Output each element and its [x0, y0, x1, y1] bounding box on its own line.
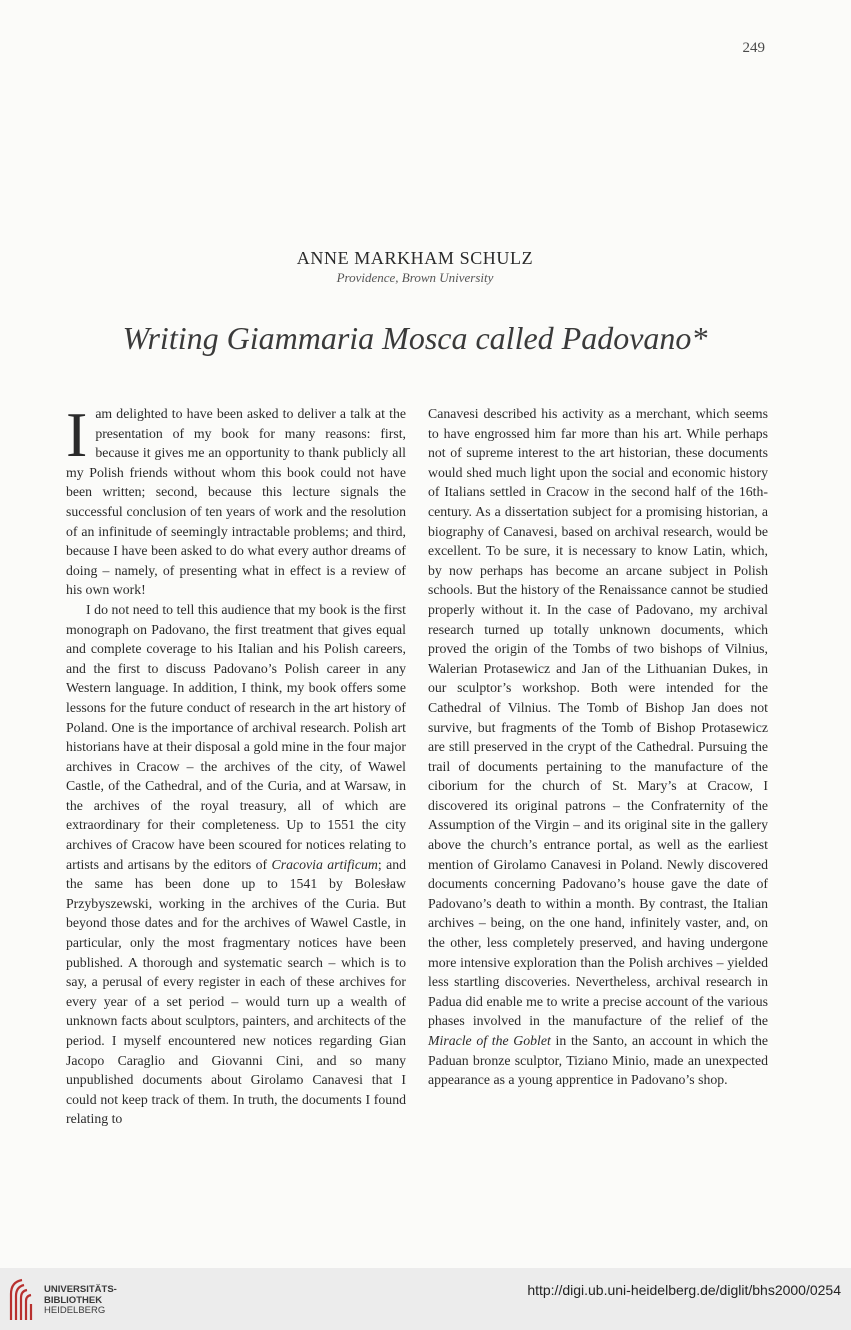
library-logo-icon [8, 1276, 36, 1322]
library-name-line2: BIBLIOTHEK [44, 1294, 103, 1306]
library-name-line1: UNIVERSITÄTS- [44, 1284, 117, 1295]
page-number: 249 [742, 40, 765, 56]
paragraph-2-text-b: ; and the same has been done up to 1541 by Bolesław Przybyszewski, working in the archives of the Curia. But beyond those dates and for the archives of Wawel Castle, in particular, only the most fragmentary notices have been published. A thorough and systematic search – which is to say, a perusal of every register in each of these archives for every year of a set period – would turn up a wealth of unknown facts about sculptors, painters, and architects of the period. I myself encountered new notices regarding Gian Jacopo Caraglio and Giovanni Cini, and so many unpublished documents about Girolamo Canavesi that I could not keep track of them. In truth, the documents I found relating to [66, 856, 406, 1127]
paragraph-3-italic: Miracle of the Goblet [428, 1033, 551, 1048]
paragraph-3-text-b: in the Santo, an account in which the Paduan bronze sculptor, Tiziano Minio, made an unexpected appearance as a young apprentice in Padovano’s shop. [428, 1033, 768, 1088]
paragraph-3 [428, 404, 768, 1090]
paragraph-3-text-a: Canavesi described his activity as a merchant, which seems to have engrossed him far more than his art. While perhaps not of supreme interest to the art historian, these documents would shed much light upon the social and economic history of Italians settled in Cracow in the second half of the 16th-century. As a dissertation subject for a promising historian, a biography of Canavesi, based on archival research, would be excellent. To be sure, it is necessary to know Latin, which, by now perhaps has become an arcane subject in Polish schools. But the history of the Renaissance cannot be studied properly without it. In the case of Padovano, my archival research turned up totally unknown documents, which proved the origin of the Tombs of two bishops of Vilnius, Walerian Protasewicz and Jan of the Lithuanian Dukes, in our sculptor’s workshop. Both were intended for the Cathedral of Vilnius. The Tomb of Bishop Jan does not survive, but fragments of the Tomb of Bishop Protasewicz are still preserved in the crypt of the Cathedral. Pursuing the trail of documents pertaining to the manufacture of the ciborium for the church of St. Mary’s at Cracow, I discovered its original patrons – the Confraternity of the Assumption of the Virgin – and its original site in the gallery above the church’s entrance portal, as well as the earliest mention of Girolamo Canavesi in Poland. Newly discovered documents concerning Padovano’s house gave the date of Padovano’s death to within a month. By contrast, the Italian archives – being, on the one hand, infinitely vaster, and, on the other, less completely preserved, and having undergone more intensive exploration than the Polish archives – yielded less startling discoveries. Nevertheless, archival research in Padua did enable me to write a precise account of the various phases involved in the manufacture of the relief of the [428, 406, 768, 1029]
library-name-line3: HEIDELBERG [44, 1305, 106, 1316]
paragraph-1-text: am delighted to have been asked to deliver a talk at the presentation of my book for many reasons: first, because it gives me an opportunity to thank publicly all my Polish friends without whom this book could not have been written; second, because this lecture signals the successful conclusion of ten years of work and the resolution of an infinitude of seemingly intractable problems; and third, because I have been asked to do what every author dreams of doing – namely, of presenting what in effect is a review of his own work! [66, 406, 406, 598]
footer-bar [0, 1268, 851, 1330]
paragraph-2-italic: Cracovia artificum [271, 856, 378, 872]
author-affiliation: Providence, Brown University [336, 270, 494, 285]
left-column [66, 399, 406, 1129]
source-url-link[interactable]: http://digi.ub.uni-heidelberg.de/diglit/bhs2000/0254 [527, 1282, 841, 1298]
library-name [44, 1285, 117, 1317]
drop-cap: I [66, 399, 88, 470]
author-name: ANNE MARKHAM SCHULZ [296, 248, 534, 268]
article-title: Writing Giammaria Mosca called Padovano* [122, 320, 708, 356]
paragraph-1 [66, 399, 406, 600]
paragraph-2 [66, 600, 406, 1129]
paragraph-2-text-a: I do not need to tell this audience that my book is the first monograph on Padovano, the first treatment that gives equal and complete coverage to his Italian and his Polish careers, and the first to discuss Padovano’s Polish career in any Western language. In addition, I think, my book offers some lessons for the future conduct of research in the art history of Poland. One is the importance of archival research. Polish art historians have at their disposal a gold mine in the four major archives in Cracow – the archives of the city, of Wawel Castle, of the Cathedral, and of the Curia, and at Warsaw, in the archives of the royal treasury, all of which are extraordinary for their completeness. Up to 1551 the city archives of Cracow have been scoured for notices relating to artists and artisans by the editors of [66, 601, 406, 872]
right-column [428, 404, 768, 1090]
